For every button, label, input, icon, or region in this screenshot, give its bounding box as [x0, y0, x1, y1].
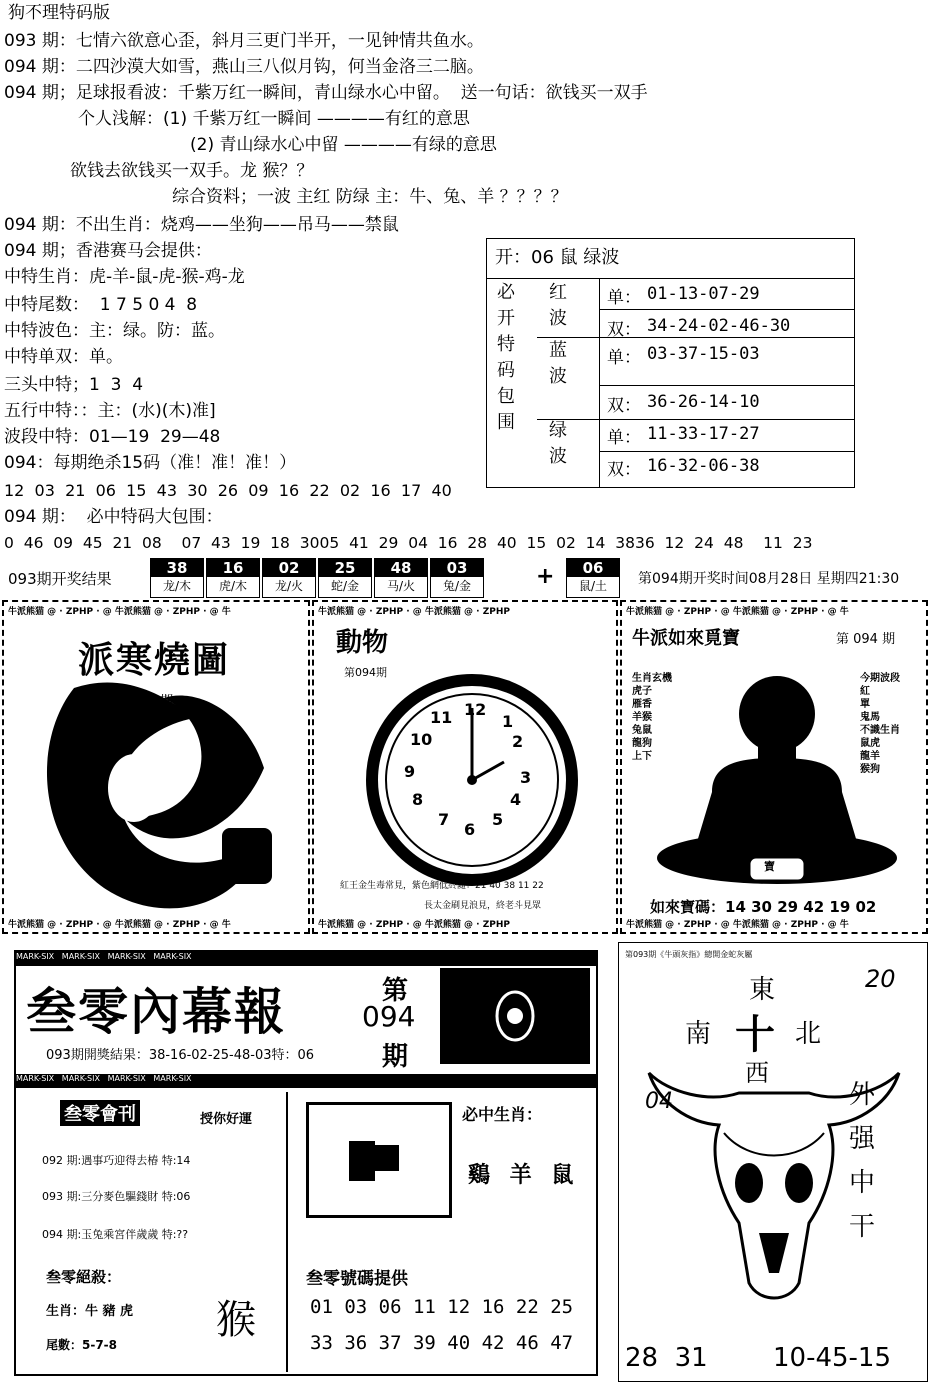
blue-even-value: 36-26-14-10	[647, 392, 760, 412]
wave-blue-2: 波	[549, 366, 567, 387]
dir-cross: 十	[735, 1012, 775, 1058]
numbers-row-2: 33 36 37 39 40 42 46 47	[310, 1332, 574, 1354]
blue-odd-label: 单：	[607, 348, 641, 368]
hist-line-1: 092 期:遇事巧迎得去椿 特:14	[42, 1154, 191, 1167]
dir-west: 西	[745, 1059, 769, 1087]
panel2-title: 動物	[336, 628, 389, 658]
must-win-box	[486, 238, 855, 488]
text-line-20: 0 46 09 45 21 08 07 43 19 18 3005 41 29 04 16 28 40 15 02 14 3836 12 24 48 11 23	[4, 534, 813, 552]
must-zodiac: 鷄 羊 鼠	[468, 1163, 580, 1188]
panel4-prev-result: 093期開獎結果：38-16-02-25-48-03特：06	[46, 1048, 315, 1063]
kill-zodiac: 生肖：牛 豬 虎	[46, 1304, 134, 1319]
clock-8: 8	[412, 790, 424, 809]
panel3-right-text: 今期波段 紅 單 鬼馬 不識生肖 鼠虎 龍羊 猴狗	[860, 673, 900, 775]
panel2-issue: 第094期	[344, 666, 387, 679]
clock-3: 3	[520, 768, 532, 787]
wave-red-1: 红	[549, 282, 567, 303]
red-odd-value: 01-13-07-29	[647, 284, 760, 304]
kill-tail: 尾數：5-7-8	[46, 1338, 118, 1352]
red-odd-label: 单：	[607, 288, 641, 308]
special-ball: 06 鼠/土	[566, 558, 620, 598]
result-ball: 16 虎/木	[206, 558, 260, 598]
page-title: 狗不理特码版	[8, 3, 110, 23]
text-line-2: 094 期：二四沙漠大如雪，燕山三八似月钩，何当金洛三二脑。	[4, 57, 484, 77]
panel1-bottom-strip: 牛派熊猫 @ · ZPHP · @ 牛派熊猫 @ · ZPHP · @ 牛	[8, 920, 231, 930]
wave-blue-1: 蓝	[549, 340, 567, 361]
panel4-black-box	[306, 1102, 452, 1218]
next-draw-time: 第094期开奖时间08月28日 星期四21:30	[638, 571, 900, 587]
text-line-8: 094 期：不出生肖：烧鸡——坐狗——吊马——禁鼠	[4, 215, 399, 235]
box-header: 开：06 鼠 绿波	[487, 239, 854, 279]
result-ball: 25 蛇/金	[318, 558, 372, 598]
text-line-10: 中特生肖：虎-羊-鼠-虎-猴-鸡-龙	[4, 267, 245, 287]
box-side-2: 开	[497, 308, 515, 329]
result-ball: 02 龙/火	[262, 558, 316, 598]
right-vertical-text: 外 强 中 干	[848, 1080, 875, 1242]
wave-red-2: 波	[549, 308, 567, 329]
green-odd-label: 单：	[607, 428, 641, 448]
panel3-top-strip: 牛派熊猫 @ · ZPHP · @ 牛派熊猫 @ · ZPHP · @ 牛	[626, 607, 849, 617]
bottom-left-nums: 28 31	[625, 1343, 708, 1373]
numbers-row-1: 01 03 06 11 12 16 22 25	[310, 1296, 574, 1318]
panel2-caption-1: 紅王金生毒常見，紫色網低終隨：21 40 38 11 22	[340, 881, 544, 891]
panel3-issue: 第 094 期	[836, 632, 896, 647]
panel-swirl	[2, 600, 310, 934]
result-ball: 38 龙/木	[150, 558, 204, 598]
clock-5: 5	[492, 810, 504, 829]
panel1-title: 派寒燒圖	[78, 640, 231, 681]
clock-12: 12	[464, 700, 487, 719]
text-line-13: 中特单双：单。	[4, 347, 123, 367]
plus-sign: +	[536, 564, 555, 589]
num-20: 20	[865, 965, 896, 993]
text-line-19: 094 期： 必中特码大包围：	[4, 507, 223, 527]
clock-9: 9	[404, 762, 416, 781]
panel3-title: 牛派如來覓寶	[632, 628, 740, 649]
box-side-6: 围	[497, 412, 515, 433]
text-line-17: 094：每期绝杀15码（准！准！准！）	[4, 453, 297, 473]
text-line-12: 中特波色：主：绿。防：蓝。	[4, 321, 225, 341]
result-ball: 48 马/火	[374, 558, 428, 598]
results-label: 093期开奖结果	[8, 570, 112, 588]
clock-11: 11	[430, 708, 453, 727]
panel-clock	[312, 600, 618, 934]
panel4-left-sub: 授你好運	[200, 1112, 253, 1127]
panel2-top-strip: 牛派熊猫 @ · ZPHP · @ 牛派熊猫 @ · ZPHP	[318, 607, 510, 617]
text-line-14: 三头中特；1 3 4	[4, 375, 144, 395]
text-line-1: 093 期：七情六欲意心歪，斜月三更门半开，一见钟情共鱼水。	[4, 31, 484, 51]
blue-even-label: 双：	[607, 396, 641, 416]
text-line-16: 波段中特：01—19 29—48	[4, 427, 221, 447]
box-side-5: 包	[497, 386, 515, 407]
text-line-9: 094 期；香港赛马会提供：	[4, 241, 212, 261]
box-side-4: 码	[497, 360, 515, 381]
red-even-label: 双：	[607, 320, 641, 340]
panel1-top-strip: 牛派熊猫 @ · ZPHP · @ 牛派熊猫 @ · ZPHP · @ 牛	[8, 607, 231, 617]
kill-title: 叁零絕殺：	[46, 1268, 122, 1286]
dir-east: 東	[749, 975, 776, 1005]
panel4-mid-strip: MARK-SIX MARK-SIX MARK-SIX MARK-SIX	[16, 1074, 596, 1088]
clock-1: 1	[502, 712, 514, 731]
green-even-value: 16-32-06-38	[647, 456, 760, 476]
results-bar	[0, 556, 930, 598]
clock-10: 10	[410, 730, 433, 749]
panel3-bottom-strip: 牛派熊猫 @ · ZPHP · @ 牛派熊猫 @ · ZPHP · @ 牛	[626, 920, 849, 930]
dir-south: 南	[685, 1019, 712, 1049]
panel1-issue: 第 094 期	[114, 694, 174, 709]
wave-green-1: 绿	[549, 420, 567, 441]
clock-6: 6	[464, 820, 476, 839]
panel3-left-text: 生肖玄機 虎子 雁香 羊猴 兔鼠 龍狗 上下	[632, 673, 672, 762]
clock-4: 4	[510, 790, 522, 809]
bottom-right-nums: 10-45-15	[773, 1343, 892, 1373]
hist-line-2: 093 期:三分麥色驅錢財 特:06	[42, 1190, 191, 1203]
numbers-title: 叁零號碼提供	[306, 1269, 408, 1289]
red-even-value: 34-24-02-46-30	[647, 316, 791, 336]
clock-7: 7	[438, 810, 450, 829]
text-line-4: 个人浅解：(1) 千紫万红一瞬间 ————有红的意思	[78, 109, 470, 129]
box-side-1: 必	[497, 282, 515, 303]
monkey-char: 猴	[216, 1297, 256, 1343]
panel2-bottom-strip: 牛派熊猫 @ · ZPHP · @ 牛派熊猫 @ · ZPHP	[318, 920, 510, 930]
green-odd-value: 11-33-17-27	[647, 424, 760, 444]
panel4-issue-no: 094	[362, 1000, 416, 1033]
must-title: 必中生肖：	[462, 1105, 543, 1124]
panel4-title: 叁零內幕報	[26, 983, 286, 1041]
box-side-3: 特	[497, 334, 515, 355]
buddha-seal: 寶	[764, 860, 775, 873]
panel-buddha	[620, 600, 928, 934]
panel4-emblem	[440, 968, 590, 1064]
panel5-top-note: 第093期《牛頭灰指》總開金蛇灰屬	[625, 950, 753, 959]
panel4-left-col	[20, 1092, 288, 1372]
text-line-5: (2) 青山绿水心中留 ————有绿的意思	[190, 135, 497, 155]
blue-odd-value: 03-37-15-03	[647, 344, 760, 364]
num-04: 04	[645, 1089, 673, 1114]
panel4-left-title: 叁零會刊	[60, 1100, 140, 1126]
panel4-issue-bottom: 期	[382, 1042, 409, 1072]
hist-line-3: 094 期:玉兔乘宮伴歲歲 特:??	[42, 1228, 189, 1241]
green-even-label: 双：	[607, 460, 641, 480]
panel2-caption-2: 長太金刷見浪見，終老斗見眾	[424, 901, 542, 911]
text-line-15: 五行中特：：主：(水)(木)准]	[4, 401, 216, 421]
text-line-3: 094 期；足球报看波：千紫万红一瞬间，青山绿水心中留。 送一句话：欲钱买一双手	[4, 83, 648, 103]
panel3-footer: 如來寶碼：14 30 29 42 19 02	[650, 898, 877, 916]
text-line-6: 欲钱去欲钱买一双手。龙 猴？？	[70, 161, 314, 181]
dir-north: 北	[795, 1019, 822, 1049]
result-ball: 03 兔/金	[430, 558, 484, 598]
panel-skull	[618, 942, 928, 1382]
text-line-11: 中特尾数： 1 7 5 0 4 8	[4, 295, 198, 315]
panel4-top-strip: MARK-SIX MARK-SIX MARK-SIX MARK-SIX	[16, 952, 596, 966]
clock-graphic	[354, 662, 594, 892]
panel-insider-report	[14, 950, 598, 1376]
wave-green-2: 波	[549, 446, 567, 467]
text-line-7: 综合资料；一波 主红 防绿 主：牛、兔、羊 ？？？？	[172, 187, 568, 207]
panel4-issue-top: 第	[382, 976, 409, 1006]
clock-2: 2	[512, 732, 524, 751]
text-line-18: 12 03 21 06 15 43 30 26 09 16 22 02 16 17 40	[4, 481, 452, 500]
